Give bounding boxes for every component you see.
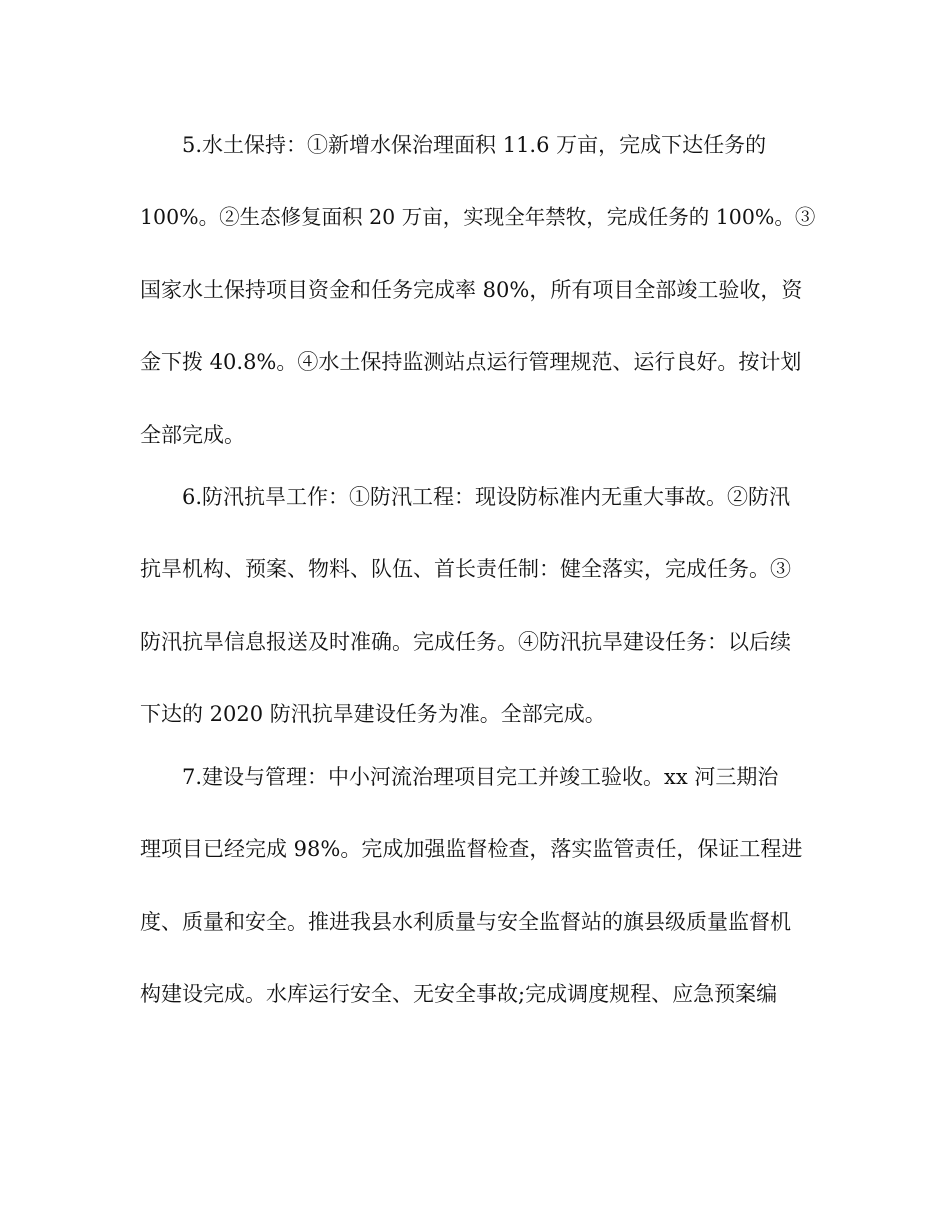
paragraph-7-line-2: 理项目已经完成 98%。完成加强监督检查，落实监管责任，保证工程进 bbox=[140, 837, 803, 861]
paragraph-7-line-1: 7.建设与管理：中小河流治理项目完工并竣工验收。xx 河三期治 bbox=[182, 765, 779, 789]
paragraph-6-line-3: 防汛抗旱信息报送及时准确。完成任务。④防汛抗旱建设任务：以后续 bbox=[140, 630, 791, 654]
paragraph-7-line-3: 度、质量和安全。推进我县水利质量与安全监督站的旗县级质量监督机 bbox=[140, 910, 791, 934]
paragraph-5-line-4: 金下拨 40.8%。④水土保持监测站点运行管理规范、运行良好。按计划 bbox=[140, 350, 802, 374]
paragraph-5-line-1: 5.水土保持：①新增水保治理面积 11.6 万亩，完成下达任务的 bbox=[182, 133, 767, 157]
paragraph-5-line-2: 100%。②生态修复面积 20 万亩，实现全年禁牧，完成任务的 100%。③ bbox=[140, 205, 816, 229]
paragraph-5-line-3: 国家水土保持项目资金和任务完成率 80%，所有项目全部竣工验收，资 bbox=[140, 278, 803, 302]
paragraph-6-line-1: 6.防汛抗旱工作：①防汛工程：现设防标准内无重大事故。②防汛 bbox=[182, 485, 791, 509]
paragraph-5-line-5: 全部完成。 bbox=[140, 423, 245, 447]
paragraph-6-line-2: 抗旱机构、预案、物料、队伍、首长责任制：健全落实，完成任务。③ bbox=[140, 557, 791, 581]
paragraph-7-line-4: 构建设完成。水库运行安全、无安全事故;完成调度规程、应急预案编 bbox=[140, 982, 778, 1006]
paragraph-6-line-4: 下达的 2020 防汛抗旱建设任务为准。全部完成。 bbox=[140, 702, 606, 726]
